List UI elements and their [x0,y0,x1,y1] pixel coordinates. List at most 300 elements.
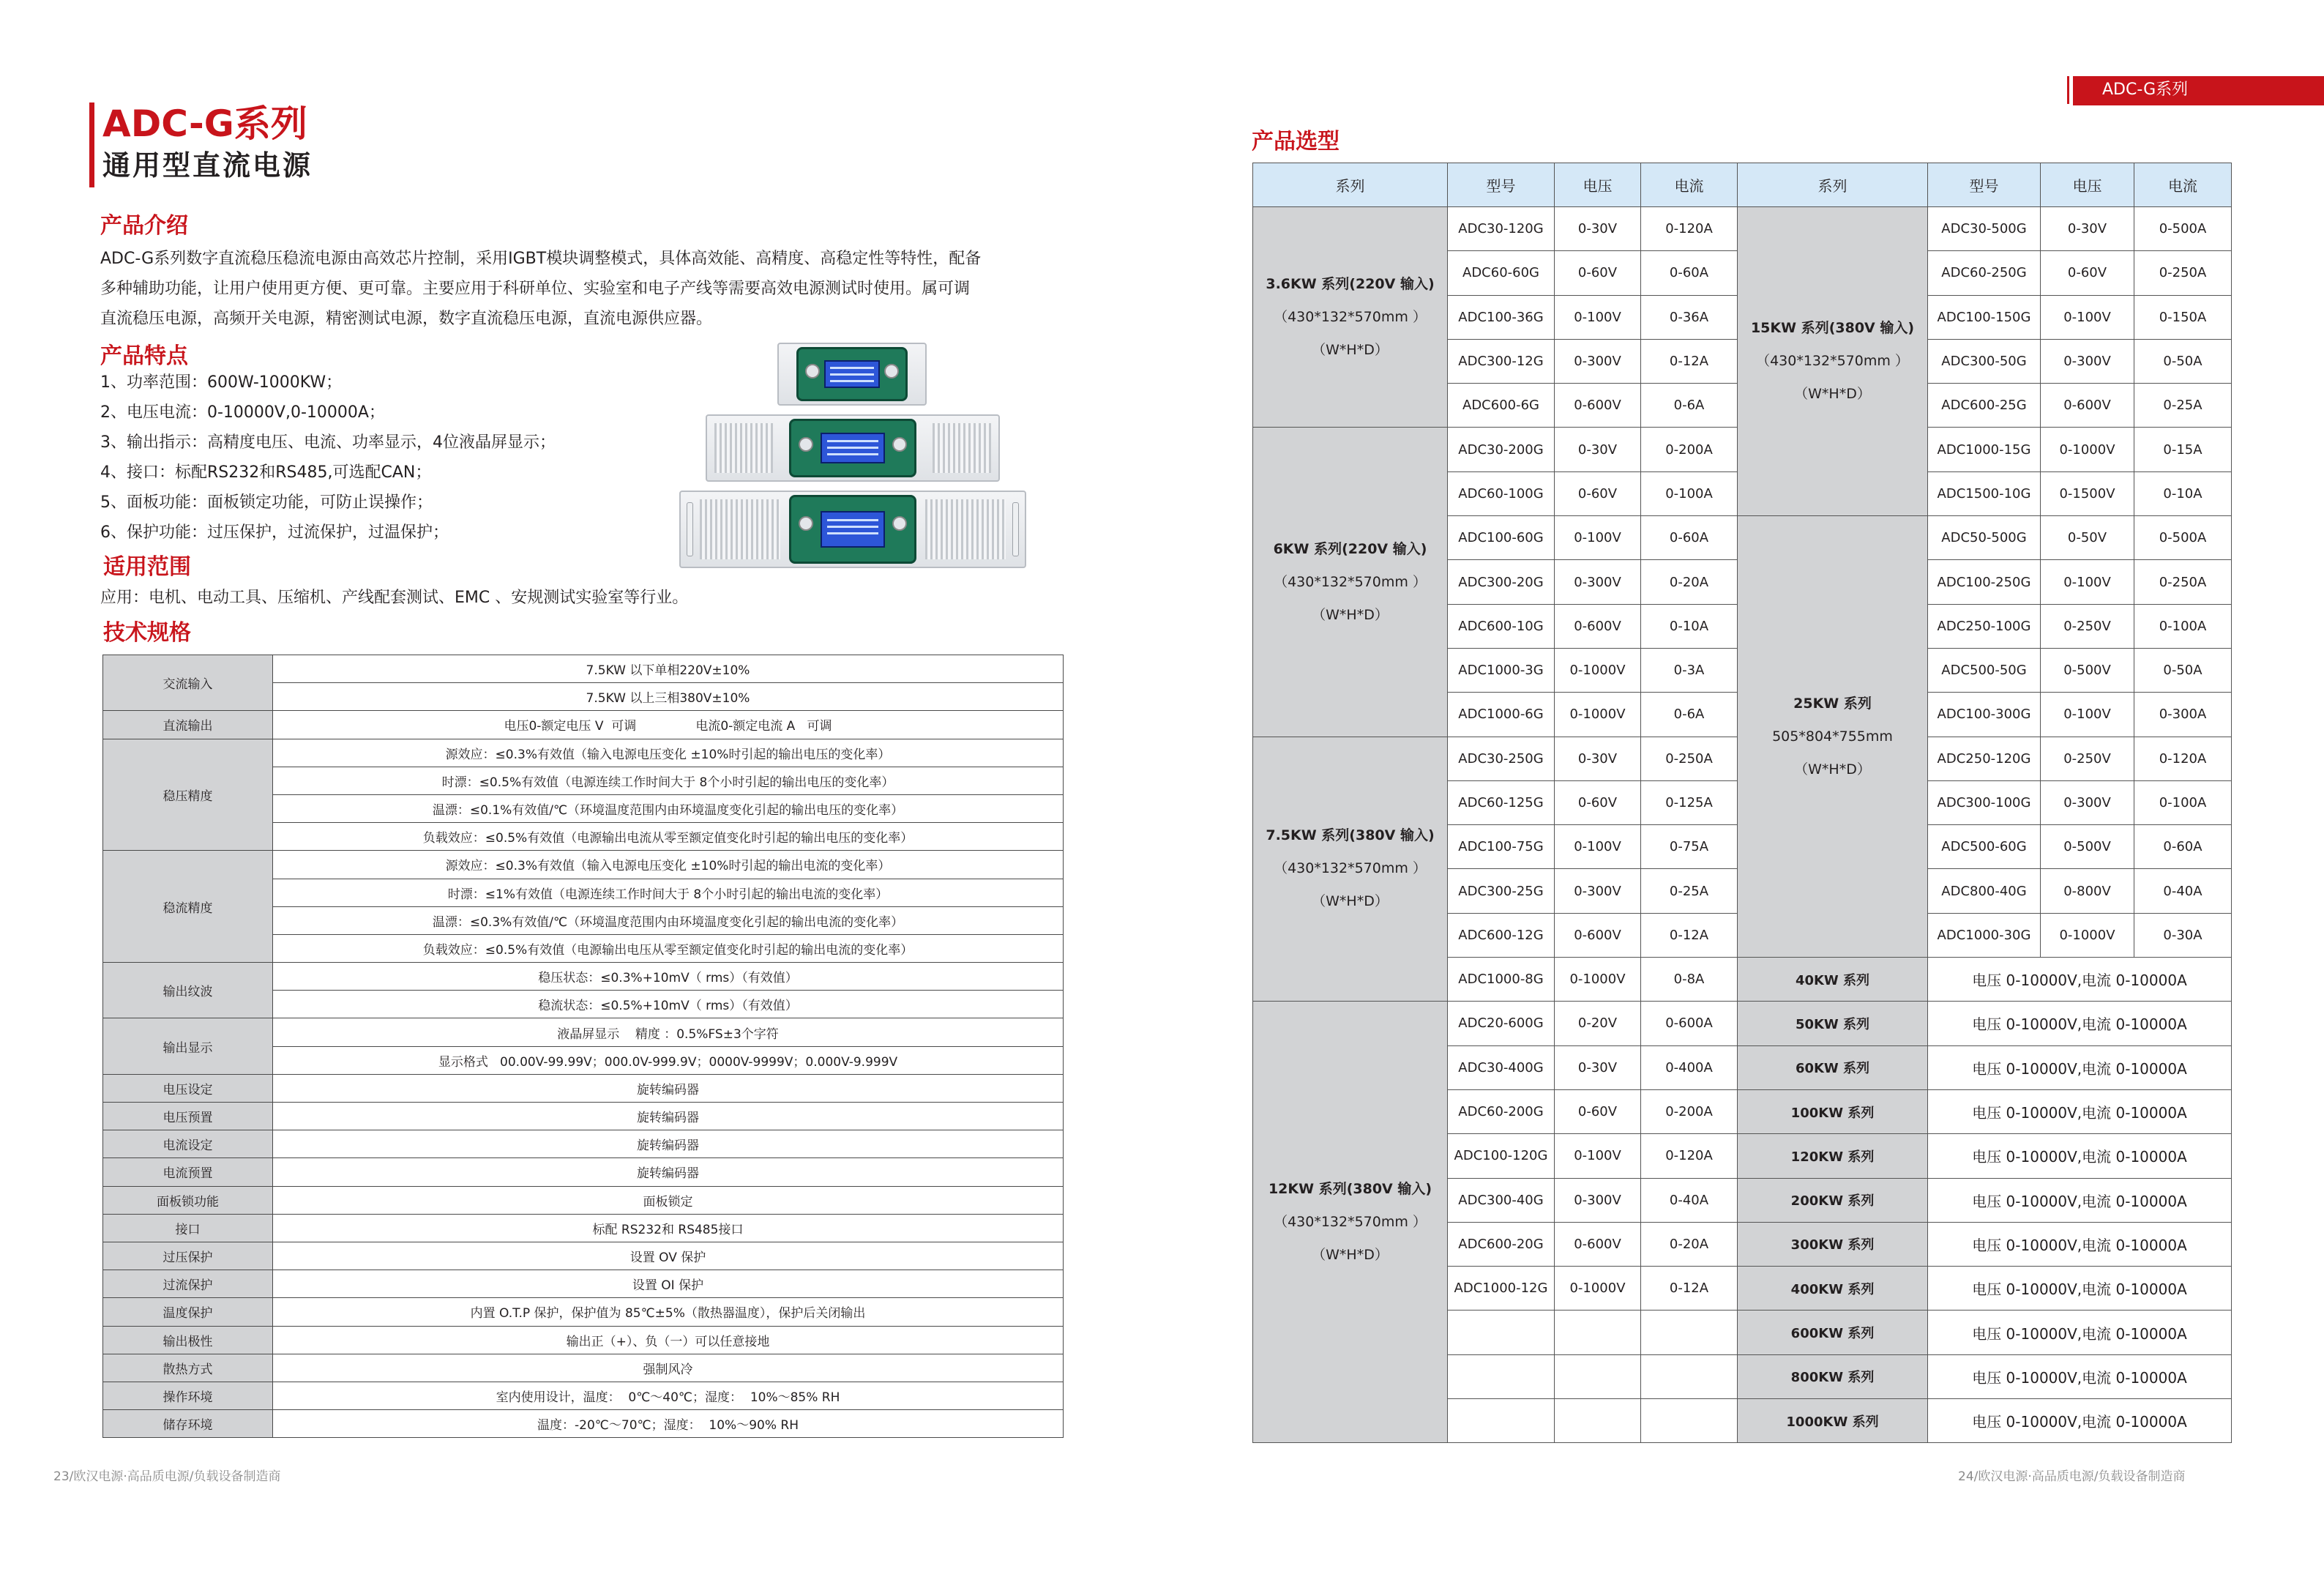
table-row [103,851,1064,879]
series-dims: （430*132*570mm ） [1756,353,1909,370]
current-cell: 0-200A [1641,1089,1738,1133]
spec-value: 温漂：≤0.1%有效值/℃（环境温度范围内由环境温度变化引起的输出电压的变化率） [273,794,1064,822]
knob-icon [799,437,813,452]
knob-icon [892,516,907,531]
series-whd: （W*H*D） [1794,386,1871,403]
spec-value: 负载效应：≤0.5%有效值（电源输出电压从零至额定值变化时引起的输出电流的变化率） [273,934,1064,962]
voltage-cell: 0-300V [2041,780,2134,824]
spec-label: 操作环境 [103,1382,273,1409]
voltage-cell: 0-600V [1555,384,1641,428]
current-cell: 0-12A [1641,339,1738,383]
spec-label: 输出极性 [103,1326,273,1354]
current-cell: 0-20A [1641,560,1738,604]
series-dims: （430*132*570mm ） [1274,308,1427,325]
voltage-cell: 0-1000V [2041,428,2134,471]
model-cell: ADC60-250G [1928,251,2041,295]
current-cell: 0-300A [2134,693,2232,737]
current-cell: 0-250A [1641,737,1738,780]
empty-cell [1448,1399,1555,1443]
current-cell: 0-60A [2134,825,2232,869]
lcd-display [821,433,884,463]
current-cell: 0-15A [2134,428,2232,471]
selection-table [1252,163,2232,1443]
current-cell: 0-25A [1641,869,1738,913]
spec-value: 7.5KW 以下单相220V±10% [273,655,1064,683]
power-supply-unit [679,491,1026,568]
spec-value: 旋转编码器 [273,1103,1064,1130]
empty-cell [1555,1311,1641,1354]
spec-value: 输出正（+）、负（一）可以任意接地 [273,1326,1064,1354]
model-cell: ADC100-60G [1448,516,1555,560]
voltage-cell: 0-500V [2041,648,2134,692]
product-photo [673,338,1032,571]
column-header: 系列 [1253,163,1448,207]
voltage-cell: 0-30V [1555,737,1641,780]
feature-item: 3、输出指示：高精度电压、电流、功率显示，4位液晶屏显示； [100,433,556,452]
voltage-cell: 0-30V [1555,428,1641,471]
empty-cell [1555,1354,1641,1398]
series-dims: （430*132*570mm ） [1274,573,1427,590]
spec-value: 标配 RS232和 RS485接口 [273,1214,1064,1242]
big-series-range: 电压 0-10000V,电流 0-10000A [1928,1134,2232,1178]
voltage-cell: 0-60V [1555,251,1641,295]
big-series-range: 电压 0-10000V,电流 0-10000A [1928,1002,2232,1045]
table-row [103,963,1064,991]
power-supply-unit [706,414,1000,482]
model-cell: ADC60-60G [1448,251,1555,295]
spec-value: 温漂：≤0.3%有效值/℃（环境温度范围内由环境温度变化引起的输出电流的变化率） [273,906,1064,934]
current-cell: 0-6A [1641,384,1738,428]
spec-label: 直流输出 [103,711,273,739]
voltage-cell: 0-30V [1555,207,1641,251]
big-series-name: 200KW 系列 [1738,1178,1928,1222]
feature-item: 6、保护功能：过压保护，过流保护，过温保护； [100,523,449,542]
voltage-cell: 0-100V [2041,560,2134,604]
model-cell: ADC500-60G [1928,825,2041,869]
series-name: 6KW 系列(220V 输入) [1273,540,1427,557]
series-whd: （W*H*D） [1312,606,1389,623]
current-cell: 0-125A [1641,780,1738,824]
model-cell: ADC1000-15G [1928,428,2041,471]
features-heading: 产品特点 [100,343,188,369]
model-cell: ADC600-6G [1448,384,1555,428]
voltage-cell: 0-1000V [1555,958,1641,1002]
table-row [103,1158,1064,1186]
model-cell: ADC600-25G [1928,384,2041,428]
current-cell: 0-100A [1641,471,1738,515]
table-row [103,1382,1064,1409]
spec-value: 显示格式 00.00V-99.99V；000.0V-999.9V；0000V-9999V；0.000V-9.999V [273,1046,1064,1074]
voltage-cell: 0-100V [2041,295,2134,339]
knob-icon [799,516,813,531]
current-cell: 0-10A [2134,471,2232,515]
spec-value: 强制风冷 [273,1354,1064,1382]
spec-value: 源效应：≤0.3%有效值（输入电源电压变化 ±10%时引起的输出电压的变化率） [273,739,1064,767]
big-series-name: 300KW 系列 [1738,1222,1928,1266]
model-cell: ADC60-125G [1448,780,1555,824]
model-cell: ADC100-36G [1448,295,1555,339]
series-whd: （W*H*D） [1312,341,1389,358]
vent-grille [925,499,1006,559]
voltage-cell: 0-1000V [1555,693,1641,737]
table-row [103,1298,1064,1326]
model-cell: ADC300-50G [1928,339,2041,383]
voltage-cell: 0-60V [1555,1089,1641,1133]
current-cell: 0-50A [2134,648,2232,692]
current-cell: 0-3A [1641,648,1738,692]
voltage-cell: 0-100V [1555,1134,1641,1178]
intro-line: 多种辅助功能，让用户使用更方便、更可靠。主要应用于科研单位、实验室和电子产线等需要高效电源测试时使用。属可调 [100,280,971,298]
voltage-cell: 0-30V [2041,207,2134,251]
empty-cell [1448,1311,1555,1354]
table-row [1253,1002,2232,1045]
series-name: 7.5KW 系列(380V 输入) [1266,827,1435,844]
power-supply-unit [777,343,927,406]
current-cell: 0-500A [2134,207,2232,251]
voltage-cell: 0-100V [1555,516,1641,560]
column-header: 电流 [1641,163,1738,207]
table-row [1253,207,2232,251]
model-cell: ADC1000-6G [1448,693,1555,737]
voltage-cell: 0-1000V [1555,1267,1641,1311]
spec-value: 时漂：≤0.5%有效值（电源连续工作时间大于 8个小时引起的输出电压的变化率） [273,767,1064,794]
spec-label: 面板锁功能 [103,1186,273,1214]
big-series-range: 电压 0-10000V,电流 0-10000A [1928,1399,2232,1443]
table-row [103,1186,1064,1214]
current-cell: 0-40A [2134,869,2232,913]
series-whd: （W*H*D） [1312,1246,1389,1263]
table-row [103,1130,1064,1158]
big-series-range: 电压 0-10000V,电流 0-10000A [1928,1267,2232,1311]
usage-text: 应用：电机、电动工具、压缩机、产线配套测试、EMC 、安规测试实验室等行业。 [100,589,689,607]
column-header: 型号 [1448,163,1555,207]
spec-label: 过流保护 [103,1270,273,1298]
model-cell: ADC300-12G [1448,339,1555,383]
current-cell: 0-12A [1641,913,1738,957]
usage-heading: 适用范围 [103,554,191,580]
voltage-cell: 0-50V [2041,516,2134,560]
spec-value: 室内使用设计，温度： 0℃～40℃；湿度： 10%～85% RH [273,1382,1064,1409]
current-cell: 0-100A [2134,604,2232,648]
current-cell: 0-250A [2134,251,2232,295]
series-whd: （W*H*D） [1794,761,1871,778]
big-series-name: 400KW 系列 [1738,1267,1928,1311]
model-cell: ADC300-40G [1448,1178,1555,1222]
spec-label: 稳压精度 [103,739,273,851]
series-group-cell [1253,207,1448,428]
empty-cell [1555,1399,1641,1443]
model-cell: ADC600-12G [1448,913,1555,957]
column-header: 电压 [1555,163,1641,207]
voltage-cell: 0-60V [1555,780,1641,824]
intro-line: ADC-G系列数字直流稳压稳流电源由高效芯片控制，采用IGBT模块调整模式，具体高效能、高精度、高稳定性等特性，配备 [100,250,982,268]
model-cell: ADC800-40G [1928,869,2041,913]
spec-value: 旋转编码器 [273,1158,1064,1186]
model-cell: ADC100-150G [1928,295,2041,339]
empty-cell [1641,1399,1738,1443]
spec-label: 过压保护 [103,1242,273,1270]
model-cell: ADC600-20G [1448,1222,1555,1266]
table-row [103,1018,1064,1046]
table-row [103,655,1064,683]
series-tag-rule [2073,104,2324,105]
handle [687,502,693,556]
column-header: 系列 [1738,163,1928,207]
spec-value: 电压0-额定电压 V 可调 电流0-额定电流 A 可调 [273,711,1064,739]
column-header: 电流 [2134,163,2232,207]
voltage-cell: 0-300V [1555,869,1641,913]
model-cell: ADC300-100G [1928,780,2041,824]
vent-grille [700,499,780,559]
model-cell: ADC600-10G [1448,604,1555,648]
voltage-cell: 0-300V [1555,339,1641,383]
current-cell: 0-600A [1641,1002,1738,1045]
series-name: 15KW 系列(380V 输入) [1750,320,1915,337]
voltage-cell: 0-800V [2041,869,2134,913]
big-series-name: 60KW 系列 [1738,1045,1928,1089]
voltage-cell: 0-1000V [2041,913,2134,957]
page-title: ADC-G系列 [102,102,307,145]
table-row [103,1074,1064,1102]
big-series-name: 100KW 系列 [1738,1089,1928,1133]
series-name: 12KW 系列(380V 输入) [1268,1180,1432,1197]
table-row [103,1103,1064,1130]
title-accent-bar [89,102,94,187]
model-cell: ADC300-25G [1448,869,1555,913]
current-cell: 0-60A [1641,251,1738,295]
spec-heading: 技术规格 [103,620,191,646]
model-cell: ADC30-500G [1928,207,2041,251]
intro-line: 直流稳压电源，高频开关电源，精密测试电源，数字直流稳压电源，直流电源供应器。 [100,310,713,328]
spec-value: 设置 OI 保护 [273,1270,1064,1298]
model-cell: ADC500-50G [1928,648,2041,692]
current-cell: 0-120A [1641,1134,1738,1178]
current-cell: 0-400A [1641,1045,1738,1089]
series-name: 25KW 系列 [1793,695,1872,712]
voltage-cell: 0-100V [1555,825,1641,869]
current-cell: 0-250A [2134,560,2232,604]
spec-value: 旋转编码器 [273,1074,1064,1102]
features-list [100,368,700,548]
spec-value: 旋转编码器 [273,1130,1064,1158]
front-panel [789,495,916,564]
spec-value: 源效应：≤0.3%有效值（输入电源电压变化 ±10%时引起的输出电流的变化率） [273,851,1064,879]
spec-label: 储存环境 [103,1410,273,1438]
voltage-cell: 0-500V [2041,825,2134,869]
current-cell: 0-100A [2134,780,2232,824]
big-series-name: 800KW 系列 [1738,1354,1928,1398]
big-series-range: 电压 0-10000V,电流 0-10000A [1928,958,2232,1002]
voltage-cell: 0-300V [2041,339,2134,383]
current-cell: 0-50A [2134,339,2232,383]
table-header-row [1253,163,2232,207]
series-whd: （W*H*D） [1312,893,1389,910]
vent-grille [933,423,991,473]
vent-grille [714,423,773,473]
series-name: 3.6KW 系列(220V 输入) [1266,275,1435,292]
spec-value: 时漂：≤1%有效值（电源连续工作时间大于 8个小时引起的输出电流的变化率） [273,879,1064,906]
model-cell: ADC100-250G [1928,560,2041,604]
big-series-range: 电压 0-10000V,电流 0-10000A [1928,1222,2232,1266]
spec-value: 7.5KW 以上三相380V±10% [273,683,1064,711]
series-tag-divider [2067,76,2069,104]
column-header: 型号 [1928,163,2041,207]
model-cell: ADC20-600G [1448,1002,1555,1045]
voltage-cell: 0-100V [2041,693,2134,737]
big-series-range: 电压 0-10000V,电流 0-10000A [1928,1045,2232,1089]
table-row [103,739,1064,767]
spec-label: 电流设定 [103,1130,273,1158]
voltage-cell: 0-300V [1555,1178,1641,1222]
series-dims: （430*132*570mm ） [1274,1213,1427,1230]
model-cell: ADC250-120G [1928,737,2041,780]
voltage-cell: 0-30V [1555,1045,1641,1089]
current-cell: 0-40A [1641,1178,1738,1222]
spec-label: 散热方式 [103,1354,273,1382]
model-cell: ADC1000-8G [1448,958,1555,1002]
spec-value: 面板锁定 [273,1186,1064,1214]
current-cell: 0-75A [1641,825,1738,869]
current-cell: 0-120A [1641,207,1738,251]
table-row [103,1326,1064,1354]
spec-value: 负载效应：≤0.5%有效值（电源输出电流从零至额定值变化时引起的输出电压的变化率） [273,823,1064,851]
voltage-cell: 0-600V [1555,1222,1641,1266]
spec-label: 稳流精度 [103,851,273,963]
lcd-display [824,360,880,388]
table-row [103,711,1064,739]
spec-label: 电压设定 [103,1074,273,1102]
spec-label: 电流预置 [103,1158,273,1186]
big-series-range: 电压 0-10000V,电流 0-10000A [1928,1089,2232,1133]
spec-label: 接口 [103,1214,273,1242]
feature-item: 5、面板功能：面板锁定功能，可防止误操作； [100,493,433,512]
footer-left: 23/欧汉电源·高品质电源/负载设备制造商 [53,1469,281,1484]
current-cell: 0-12A [1641,1267,1738,1311]
intro-heading: 产品介绍 [100,213,188,239]
feature-item: 2、电压电流：0-10000V,0-10000A； [100,403,385,422]
voltage-cell: 0-100V [1555,295,1641,339]
voltage-cell: 0-250V [2041,604,2134,648]
current-cell: 0-10A [1641,604,1738,648]
model-cell: ADC50-500G [1928,516,2041,560]
voltage-cell: 0-60V [2041,251,2134,295]
spec-value: 内置 O.T.P 保护，保护值为 85℃±5%（散热器温度），保护后关闭输出 [273,1298,1064,1326]
model-cell: ADC250-100G [1928,604,2041,648]
big-series-range: 电压 0-10000V,电流 0-10000A [1928,1178,2232,1222]
knob-icon [892,437,907,452]
current-cell: 0-120A [2134,737,2232,780]
table-row [103,1270,1064,1298]
model-cell: ADC100-300G [1928,693,2041,737]
big-series-name: 120KW 系列 [1738,1134,1928,1178]
spec-label: 输出纹波 [103,963,273,1018]
spec-value: 液晶屏显示 精度 ：0.5%FS±3个字符 [273,1018,1064,1046]
current-cell: 0-60A [1641,516,1738,560]
feature-item: 1、功率范围：600W-1000KW； [100,373,343,392]
model-cell: ADC1000-30G [1928,913,2041,957]
big-series-name: 40KW 系列 [1738,958,1928,1002]
big-series-range: 电压 0-10000V,电流 0-10000A [1928,1311,2232,1354]
model-cell: ADC100-120G [1448,1134,1555,1178]
series-dims: 505*804*755mm [1772,728,1893,745]
voltage-cell: 0-1000V [1555,648,1641,692]
table-row [103,1410,1064,1438]
model-cell: ADC60-100G [1448,471,1555,515]
column-header: 电压 [2041,163,2134,207]
spec-label: 温度保护 [103,1298,273,1326]
front-panel [796,347,908,401]
voltage-cell: 0-250V [2041,737,2134,780]
voltage-cell: 0-20V [1555,1002,1641,1045]
footer-right: 24/欧汉电源·高品质电源/负载设备制造商 [1958,1469,2186,1484]
handle [1012,502,1019,556]
spec-value: 稳流状态：≤0.5%+10mV（ rms）（有效值） [273,991,1064,1018]
knob-icon [805,364,820,379]
model-cell: ADC1500-10G [1928,471,2041,515]
selection-heading: 产品选型 [1252,129,1340,154]
model-cell: ADC100-75G [1448,825,1555,869]
big-series-name: 50KW 系列 [1738,1002,1928,1045]
spec-label: 输出显示 [103,1018,273,1074]
empty-cell [1641,1311,1738,1354]
series-group-cell [1738,516,1928,958]
current-cell: 0-8A [1641,958,1738,1002]
series-group-cell [1253,428,1448,737]
voltage-cell: 0-600V [1555,913,1641,957]
current-cell: 0-36A [1641,295,1738,339]
series-group-cell [1253,737,1448,1002]
spec-label: 电压预置 [103,1103,273,1130]
model-cell: ADC60-200G [1448,1089,1555,1133]
table-row [103,1214,1064,1242]
voltage-cell: 0-600V [1555,604,1641,648]
model-cell: ADC30-200G [1448,428,1555,471]
front-panel [789,419,916,477]
current-cell: 0-20A [1641,1222,1738,1266]
spec-table [102,655,1064,1438]
model-cell: ADC30-250G [1448,737,1555,780]
current-cell: 0-150A [2134,295,2232,339]
current-cell: 0-30A [2134,913,2232,957]
big-series-name: 1000KW 系列 [1738,1399,1928,1443]
spec-value: 设置 OV 保护 [273,1242,1064,1270]
model-cell: ADC300-20G [1448,560,1555,604]
empty-cell [1448,1354,1555,1398]
voltage-cell: 0-600V [2041,384,2134,428]
model-cell: ADC1000-12G [1448,1267,1555,1311]
table-row [103,1242,1064,1270]
empty-cell [1641,1354,1738,1398]
voltage-cell: 0-300V [1555,560,1641,604]
big-series-name: 600KW 系列 [1738,1311,1928,1354]
voltage-cell: 0-1500V [2041,471,2134,515]
voltage-cell: 0-60V [1555,471,1641,515]
series-dims: （430*132*570mm ） [1274,860,1427,877]
series-group-cell [1253,1002,1448,1443]
page-subtitle: 通用型直流电源 [102,149,313,182]
current-cell: 0-200A [1641,428,1738,471]
model-cell: ADC30-120G [1448,207,1555,251]
big-series-range: 电压 0-10000V,电流 0-10000A [1928,1354,2232,1398]
spec-value: 温度：-20℃～70℃；湿度： 10%～90% RH [273,1410,1064,1438]
knob-icon [884,364,899,379]
model-cell: ADC1000-3G [1448,648,1555,692]
series-tag: ADC-G系列 [2073,76,2324,104]
lcd-display [821,511,884,547]
current-cell: 0-25A [2134,384,2232,428]
feature-item: 4、接口：标配RS232和RS485,可选配CAN； [100,463,432,482]
model-cell: ADC30-400G [1448,1045,1555,1089]
